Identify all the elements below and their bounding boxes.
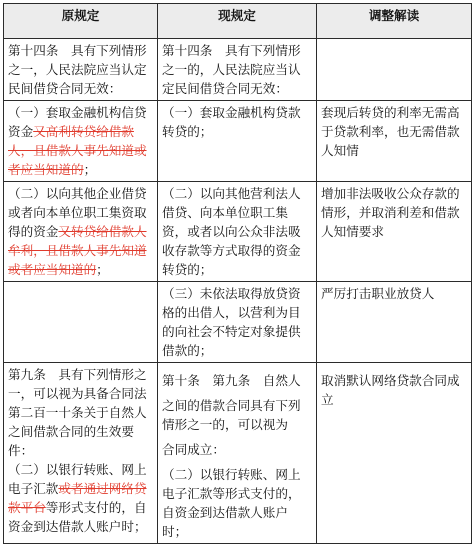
new-article-10-item-2: （二）以银行转账、网上电子汇款等形式支付的，自资金到达借款人账户时； bbox=[162, 467, 301, 539]
note-article-9 bbox=[317, 363, 472, 544]
new-item-1: （一）套取金融机构贷款转贷的； bbox=[158, 101, 317, 182]
new-item-3: （三）未依法取得放贷资格的出借人，以营利为目的向社会不特定对象提供借款的； bbox=[158, 282, 317, 363]
old-item-1-deleted-text: 又高利转贷给借款人，且借款人事先知道或者应当知道的 bbox=[8, 124, 147, 177]
old-item-1 bbox=[4, 101, 158, 182]
note-item-2: 增加非法吸收公众存款的情形，并取消利差和借款人知情要求 bbox=[317, 182, 472, 282]
old-item-1-text: （一）套取金融机构信贷资金 bbox=[8, 105, 147, 139]
old-item-2-text: （二）以向其他企业借贷或者向本单位职工集资取得的资金 bbox=[8, 186, 147, 239]
row-item-1 bbox=[4, 101, 472, 182]
header-old-rules: 原规定 bbox=[4, 4, 158, 39]
header-interpretation: 调整解读 bbox=[317, 4, 472, 39]
note-article-9-text: 取消默认网络贷款合同成立 bbox=[321, 373, 460, 407]
old-article-14-intro: 第十四条 具有下列情形之一，人民法院应当认定民间借贷合同无效： bbox=[4, 39, 158, 101]
note-item-1: 套现后转贷的利率无需高于贷款利率，也无需借款人知情 bbox=[317, 101, 472, 182]
new-article-10-heading: 第十条 第九条 自然人 bbox=[162, 373, 301, 388]
new-article-10 bbox=[158, 363, 317, 544]
old-item-2-end: ； bbox=[96, 262, 109, 277]
old-article-9-item-2-end: 等形式支付的，自资金到达借款人账户时； bbox=[8, 500, 147, 534]
new-article-10-line-2: 之间的借款合同具有下列情形之一的，可以视为 bbox=[162, 398, 301, 432]
old-article-9-intro: 第九条 具有下列情形之一，可以视为具备合同法第二百一十条关于自然人之间借款合同的生效要件： bbox=[8, 367, 147, 458]
row-article-14-intro bbox=[4, 39, 472, 101]
old-article-9 bbox=[4, 363, 158, 544]
old-item-1-end: ； bbox=[83, 162, 97, 177]
old-article-9-item-2 bbox=[8, 460, 153, 536]
new-article-14-intro: 第十四条 具有下列情形之一的，人民法院应当认定民间借贷合同无效： bbox=[158, 39, 317, 101]
old-item-2-deleted-text: 又转贷给借款人牟利，且借款人事先知道或者应当知道的 bbox=[8, 224, 147, 277]
row-item-3 bbox=[4, 282, 472, 363]
old-article-9-item-2-text: （二）以银行转账、网上电子汇款 bbox=[8, 462, 147, 496]
header-new-rules: 现规定 bbox=[158, 4, 317, 39]
note-item-3: 严厉打击职业放贷人 bbox=[317, 282, 472, 363]
new-article-10-line-3: 合同成立： bbox=[162, 442, 225, 457]
old-article-9-deleted-text: 或者通过网络贷款平台 bbox=[8, 481, 147, 515]
header-row bbox=[4, 4, 472, 39]
row-article-9 bbox=[4, 363, 472, 544]
note-article-14-intro bbox=[317, 39, 472, 101]
new-item-2: （二）以向其他营利法人借贷、向本单位职工集资，或者以向公众非法吸收存款等方式取得的资金转贷的； bbox=[158, 182, 317, 282]
comparison-table bbox=[3, 3, 472, 544]
old-item-2 bbox=[4, 182, 158, 282]
old-item-3-empty bbox=[4, 282, 158, 363]
row-item-2 bbox=[4, 182, 472, 282]
